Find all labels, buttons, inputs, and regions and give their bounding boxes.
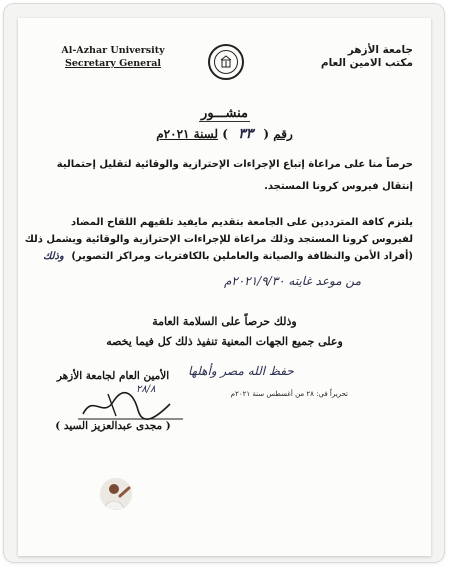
document-title-wrap [18, 102, 431, 121]
body-paragraph [24, 214, 413, 265]
closing-line-1: وذلك حرصاً على السلامة العامة [152, 315, 297, 328]
person-thumbnail-icon [100, 478, 132, 510]
signatory-name: ( مجدى عبدالعزيز السيد ) [55, 420, 171, 432]
number-line [18, 126, 431, 142]
signature-scribble-icon [78, 384, 188, 424]
office-name-ar: مكتب الامين العام [320, 57, 413, 69]
handwritten-note: حفظ الله مصر وأهلها [188, 364, 294, 378]
header-english [58, 44, 168, 70]
document-page [18, 18, 431, 556]
body-line-1: يلتزم كافة المترددين على الجامعة بتقديم مايفيد تلقيهم اللقاح المضاد [70, 217, 413, 228]
body-line-3 [28, 248, 413, 265]
document-frame [4, 4, 444, 562]
header-arabic [303, 44, 413, 70]
signature-initials: ٢٨/٨ [136, 384, 156, 395]
date-line: تحريراً في: ٢٨ من أغسطس سنة ٢٠٢١م [230, 390, 348, 398]
intro-line-1: حرصاً منا على مراعاة إتباع الإجراءات الإحترازية والوقائية لتقليل إحتمالية [56, 159, 413, 170]
university-name-en: Al-Azhar University [61, 45, 165, 56]
handwritten-addition: وذلك [43, 251, 64, 262]
body-line-3-text: (أفراد الأمن والنظافة والصيانة والعاملين بالكافتريات ومراكز التصوير) [71, 251, 413, 262]
body-line-2: لفيروس كرونا المستجد وذلك مراعاة للإجراءات الإحترازية والوقائية ويشمل ذلك [24, 234, 413, 245]
number-prefix: رقم [273, 127, 293, 141]
document-title: منشـــور [201, 106, 248, 121]
handwritten-deadline: من موعد غايته ٢٠٢١/٩/٣٠م [223, 274, 361, 288]
office-name-en: Secretary General [65, 58, 161, 69]
university-name-ar: جامعة الأزهر [347, 44, 413, 56]
circular-number: ٣٣ [238, 126, 254, 142]
signature-title: الأمين العام لجامعة الأزهر [56, 370, 170, 382]
closing-line-2: وعلى جميع الجهات المعنية تنفيذ ذلك كل فيما يخصه [106, 335, 343, 348]
number-open-paren: ( [263, 127, 270, 141]
number-close-paren: ) [222, 127, 228, 141]
al-azhar-seal-icon [208, 44, 244, 80]
closing-block [18, 314, 431, 350]
intro-line-2: إنتقال فيروس كرونا المستجد. [264, 181, 413, 192]
number-year: لسنة ٢٠٢١م [156, 127, 219, 141]
intro-paragraph [33, 158, 413, 194]
